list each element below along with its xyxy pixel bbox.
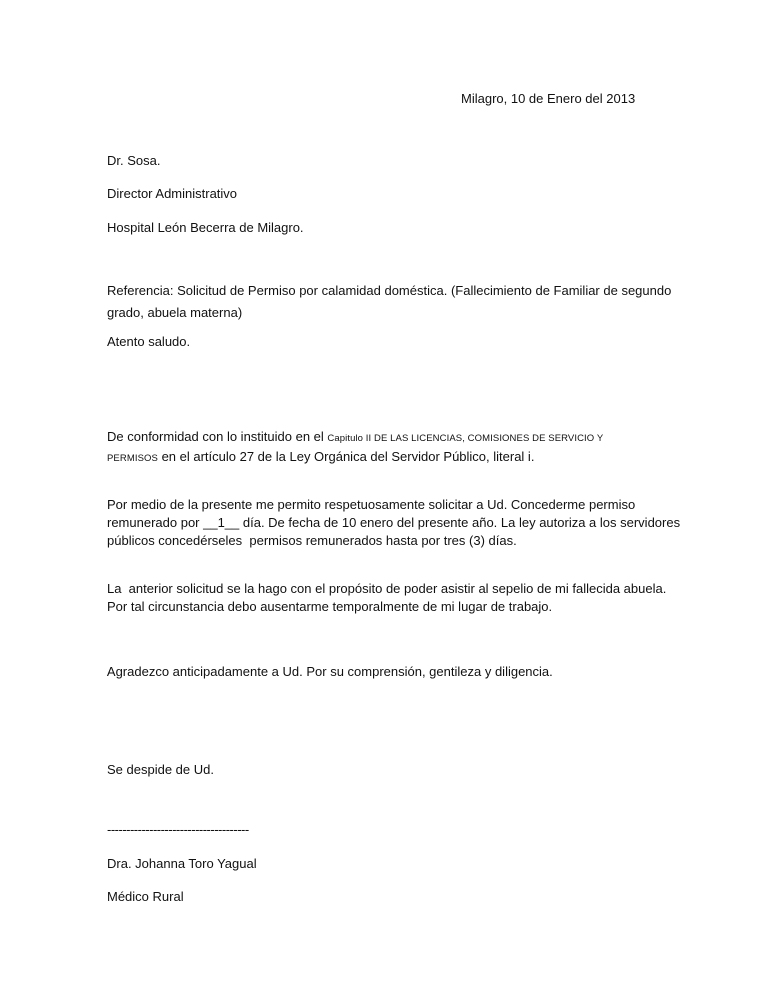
thanks-line: Agradezco anticipadamente a Ud. Por su comprensión, gentileza y diligencia. [104, 664, 553, 679]
signer-name: Dra. Johanna Toro Yagual [107, 856, 257, 871]
recipient-title: Director Administrativo [107, 186, 238, 201]
closing-line: Se despide de Ud. [107, 762, 214, 777]
reference-line-2: grado, abuela materna) [107, 305, 243, 320]
legal-basis-prefix: De conformidad con lo instituido en el [107, 429, 328, 444]
request-line-2: remunerado por __1__ día. De fecha de 10 enero del presente año. La ley autoriza a los servidores [107, 515, 681, 530]
signature-line: ------------------------------------- [107, 822, 249, 837]
legal-basis-chapter-part2: PERMISOS [107, 453, 158, 464]
reference-paragraph [107, 282, 672, 322]
reason-line-2: Por tal circunstancia debo ausentarme temporalmente de mi lugar de trabajo. [107, 599, 553, 614]
reference-line-1: Referencia: Solicitud de Permiso por calamidad doméstica. (Fallecimiento de Familiar de segundo [107, 283, 672, 298]
legal-basis-chapter-part1: Capitulo II DE LAS LICENCIAS, COMISIONES DE SERVICIO Y [327, 433, 604, 444]
request-paragraph [107, 496, 681, 550]
legal-basis-line-1 [107, 428, 667, 448]
greeting: Atento saludo. [107, 334, 191, 349]
legal-basis-paragraph [107, 428, 667, 468]
reason-line-1: La anterior solicitud se la hago con el propósito de poder asistir al sepelio de mi fallecida abuela. [107, 581, 667, 596]
date-line: Milagro, 10 de Enero del 2013 [461, 91, 636, 106]
request-line-1: Por medio de la presente me permito respetuosamente solicitar a Ud. Concederme permiso [107, 497, 636, 512]
signer-role: Médico Rural [107, 889, 184, 904]
recipient-institution: Hospital León Becerra de Milagro. [107, 220, 304, 235]
recipient-name: Dr. Sosa. [107, 153, 161, 168]
request-line-3: públicos concedérseles permisos remunerados hasta por tres (3) días. [107, 533, 517, 548]
legal-basis-line-2 [107, 448, 667, 468]
reason-paragraph [107, 580, 667, 616]
legal-basis-suffix: en el artículo 27 de la Ley Orgánica del Servidor Público, literal i. [157, 449, 535, 464]
